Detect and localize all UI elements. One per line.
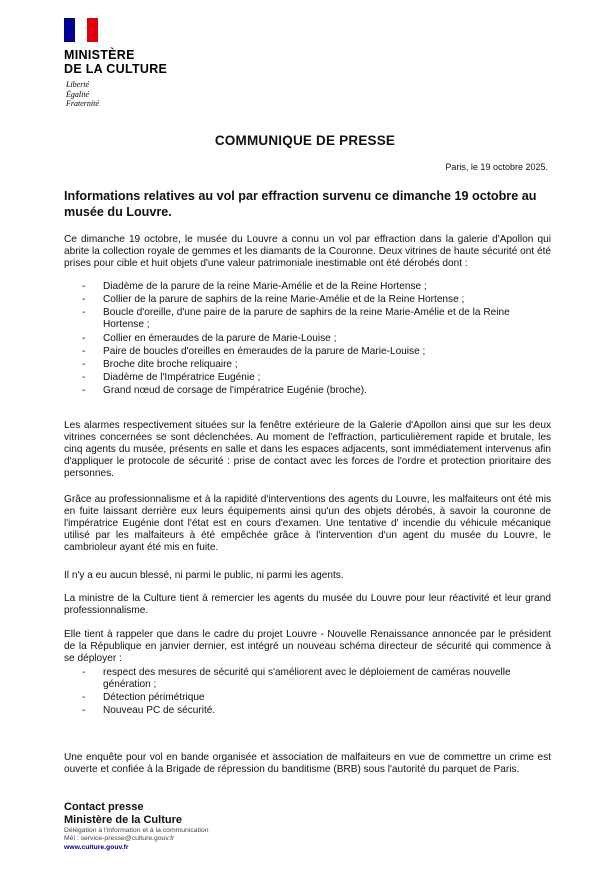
contact-org: Ministère de la Culture	[64, 814, 182, 826]
republic-motto	[66, 80, 99, 109]
alarms-paragraph: Les alarmes respectivement situées sur la fenêtre extérieure de la Galerie d'Apollon ainsi que sur les deux vitrines concernées se sont déclenchées. Au moment de l'effraction, particulièrement rapide et brutale, les cinq agents du musée, présents en salle et dans les espaces adjacents, sont immédiatement intervenus afin d'appliquer le protocole de sécurité : prise de contact avec les forces de l'ordre et protection prioritaire des personnes.	[64, 420, 551, 479]
list-item: - respect des mesures de sécurité qui s'améliorent avec le déploiement de caméras nouvelle génération ;	[82, 667, 511, 690]
investigation-paragraph: Une enquête pour vol en bande organisée et association de malfaiteurs en vue de commettre un crime est ouverte et confiée à la Brigade de répression du banditisme (BRB) sous l'autorité du parquet de Paris.	[64, 752, 551, 775]
list-item: - Boucle d'oreille, d'une paire de la parure de saphirs de la reine Marie-Amélie et de la Reine Hortense ;	[82, 307, 510, 331]
list-item: - Broche dite broche reliquaire ;	[82, 358, 238, 370]
press-contact	[64, 801, 209, 852]
motto-liberte: Liberté	[66, 80, 90, 89]
ministry-name	[64, 48, 167, 76]
motto-fraternite: Fraternité	[66, 99, 99, 108]
motto-egalite: Égalité	[66, 89, 90, 99]
security-items-list	[82, 667, 552, 719]
list-item: - Collier en émeraudes de la parure de Marie-Louise ;	[82, 332, 337, 344]
security-plan-paragraph: Elle tient à rappeler que dans le cadre du projet Louvre - Nouvelle Renaissance annoncée par le président de la République en janvier dernier, est intégré un nouveau schéma directeur de sécurité qui commence à se déployer :	[64, 629, 551, 664]
republic-flag-icon	[64, 18, 98, 42]
document-date: Paris, le 19 octobre 2025.	[445, 162, 548, 172]
list-item: - Nouveau PC de sécurité.	[82, 705, 216, 717]
contact-dept: Délégation à l'information et à la communication	[64, 827, 209, 834]
list-item: - Collier de la parure de saphirs de la reine Marie-Amélie et de la Reine Hortense ;	[82, 294, 465, 306]
ministry-name-line1: MINISTÈRE	[64, 48, 135, 62]
ministry-logo	[64, 18, 194, 118]
list-item: - Diadème de la parure de la reine Marie-Amélie et de la Reine Hortense ;	[82, 281, 427, 292]
list-item: - Grand nœud de corsage de l'impératrice Eugénie (broche).	[82, 385, 367, 397]
stolen-items-list	[82, 281, 552, 399]
list-item: - Paire de boucles d'oreilles en émeraudes de la parure de Marie-Louise ;	[82, 345, 426, 357]
no-injury-paragraph: Il n'y a eu aucun blessé, ni parmi le public, ni parmi les agents.	[64, 570, 344, 581]
intervention-paragraph: Grâce au professionnalisme et à la rapidité d'interventions des agents du Louvre, les malfaiteurs ont été mis en fuite laissant derrière eux leurs équipements ainsi qu'un des objets dérobés, à savoir la couronne de l'impératrice Eugénie dont l'état est en cours d'examen. Une tentative d' incendie du véhicule mécanique utilisé par les malfaiteurs à été empêchée grâce à l'intervention d'un agent du musée du Louvre, le cambrioleur ayant été mis en fuite.	[64, 494, 551, 553]
headline: Informations relatives au vol par effraction survenu ce dimanche 19 octobre au musée du Louvre.	[64, 189, 537, 219]
list-item: - Détection périmétrique	[82, 692, 205, 704]
list-item: - Diadème de l'Impératrice Eugénie ;	[82, 372, 261, 384]
ministry-name-line2: DE LA CULTURE	[64, 62, 168, 76]
website-link[interactable]: www.culture.gouv.fr	[64, 843, 129, 851]
contact-email[interactable]: Mél : service-presse@culture.gouv.fr	[64, 835, 175, 843]
document-title: COMMUNIQUE DE PRESSE	[214, 133, 396, 148]
contact-title: Contact presse	[64, 801, 144, 813]
intro-paragraph: Ce dimanche 19 octobre, le musée du Louvre a connu un vol par effraction dans la galerie d'Apollon qui abrite la collection royale de gemmes et les diamants de la Couronne. Deux vitrines de haute sécurité ont été prises pour cible et huit objets d'une valeur patrimoniale inestimable ont été dérobés dont :	[64, 234, 552, 269]
thanks-paragraph: La ministre de la Culture tient à remercier les agents du musée du Louvre pour leur réactivité et leur grand professionnalisme.	[64, 593, 551, 616]
